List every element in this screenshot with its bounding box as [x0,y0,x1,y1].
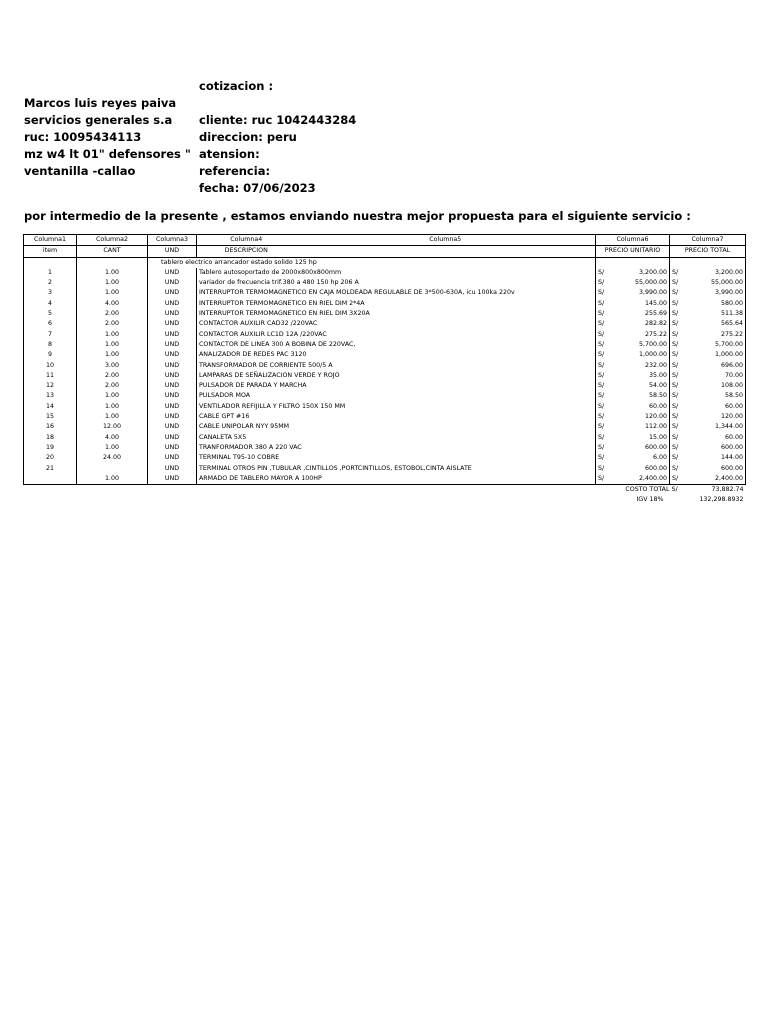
currency-symbol: S/ [672,402,679,410]
cant-cell: 1.00 [77,268,148,278]
cant-cell: 1.00 [77,278,148,288]
currency-symbol: S/ [672,361,679,369]
igv-value: 132,298.8932 [699,496,744,504]
intro-text: por intermedio de la presente , estamos enviando nuestra mejor propuesta para el siguiente servicio : [24,209,691,223]
company-line: mz w4 lt 01" defensores " [24,147,191,161]
item-cell: 7 [24,330,77,340]
currency-symbol: S/ [598,330,605,338]
table-row [24,464,746,474]
total-price-value: 580.00 [720,299,743,307]
currency-symbol: S/ [672,299,679,307]
item-cell: 19 [24,443,77,453]
total-price-cell [670,453,746,463]
cant-cell: 4.00 [77,299,148,309]
unit-price-cell [596,350,670,360]
costo-total-label: COSTO TOTAL [625,486,670,494]
currency-symbol: S/ [672,433,679,441]
description-cell: variador de frecuencia trif.380 a 480 150 hp 206 A [197,278,596,288]
table-row [24,319,746,329]
column-header: Columna2 [77,235,148,246]
total-price-value: 3,990.00 [714,289,743,297]
table-row [24,299,746,309]
description-cell: PULSADOR DE PARADA Y MARCHA [197,381,596,391]
und-cell: UND [148,278,197,288]
total-price-value: 3,200.00 [714,268,743,276]
company-line: ventanilla -callao [24,164,136,178]
und-cell: UND [148,381,197,391]
unit-price-value: 5,700.00 [638,340,667,348]
currency-symbol: S/ [598,382,605,390]
total-price-value: 1,000.00 [714,351,743,359]
table-row [24,422,746,432]
company-info [24,95,191,180]
currency-symbol: S/ [598,361,605,369]
blank-cell [77,495,148,505]
unit-price-cell [596,268,670,278]
total-price-value: 108.00 [720,382,743,390]
unit-price-cell [596,309,670,319]
currency-symbol: S/ [672,474,679,482]
unit-price-cell [596,464,670,474]
subheader-descripcion: DESCRIPCION [197,246,296,257]
blank-cell [148,485,197,496]
currency-symbol: S/ [598,268,605,276]
quote-line: fecha: 07/06/2023 [199,181,316,195]
currency-symbol: S/ [598,289,605,297]
und-cell: UND [148,433,197,443]
unit-price-value: 58.50 [648,392,667,400]
item-cell [24,474,77,485]
currency-symbol: S/ [598,392,605,400]
total-price-cell [670,340,746,350]
quotation-table [23,234,746,506]
quote-line: direccion: peru [199,130,297,144]
unit-price-cell [596,361,670,371]
currency-symbol: S/ [671,486,678,494]
currency-symbol: S/ [672,268,679,276]
cant-cell: 12.00 [77,422,148,432]
description-cell: PULSADOR MOA [197,391,596,401]
total-price-value: 2,400.00 [714,474,743,482]
description-cell: CONTACTOR DE LINEA 300 A BOBINA DE 220VAC, [197,340,596,350]
unit-price-value: 120.00 [644,413,667,421]
total-price-cell [670,319,746,329]
total-price-cell [670,402,746,412]
currency-symbol: S/ [672,351,679,359]
blank-cell [148,495,197,505]
description-cell: Tablero autosoportado de 2000x800x800mm [197,268,596,278]
table-row [24,340,746,350]
company-line: servicios generales s.a [24,113,173,127]
total-price-value: 55,000.00 [710,279,743,287]
description-cell: TRANFORMADOR 380 A 220 VAC [197,443,596,453]
cant-cell: 1.00 [77,288,148,298]
unit-price-cell [596,319,670,329]
unit-price-cell [596,422,670,432]
column-header: Columna1 [24,235,77,246]
und-cell: UND [148,402,197,412]
unit-price-cell [596,443,670,453]
currency-symbol: S/ [672,371,679,379]
unit-price-value: 145.00 [644,299,667,307]
quote-line: referencia: [199,164,271,178]
description-cell: TRANSFORMADOR DE CORRIENTE 500/5 A [197,361,596,371]
currency-symbol: S/ [672,330,679,338]
unit-price-value: 282.82 [644,320,667,328]
cant-cell: 1.00 [77,474,148,485]
cant-cell: 2.00 [77,371,148,381]
table-row [24,371,746,381]
cant-cell: 24.00 [77,453,148,463]
total-price-cell [670,433,746,443]
total-price-cell [670,464,746,474]
und-cell: UND [148,474,197,485]
description-cell: VENTILADOR REFIJILLA Y FILTRO 150X 150 MM [197,402,596,412]
cant-cell: 1.00 [77,350,148,360]
table-row [24,288,746,298]
total-price-value: 70.00 [724,371,743,379]
total-price-cell [670,361,746,371]
item-cell: 4 [24,299,77,309]
currency-symbol: S/ [598,340,605,348]
unit-price-value: 60.00 [648,402,667,410]
cant-cell: 3.00 [77,361,148,371]
table-row [24,361,746,371]
und-cell: UND [148,319,197,329]
unit-price-cell [596,371,670,381]
total-price-value: 144.00 [720,454,743,462]
unit-price-value: 275.22 [644,330,667,338]
item-cell: 5 [24,309,77,319]
unit-price-cell [596,340,670,350]
table-row [24,453,746,463]
und-cell: UND [148,340,197,350]
currency-symbol: S/ [598,310,605,318]
total-price-value: 696.00 [720,361,743,369]
subheader-blank [296,246,596,257]
item-cell: 1 [24,268,77,278]
item-cell: 13 [24,391,77,401]
item-cell: 9 [24,350,77,360]
company-line: Marcos luis reyes paiva [24,96,177,110]
quote-line: atension: [199,147,260,161]
unit-price-cell [596,299,670,309]
table-row [24,402,746,412]
cant-cell: 1.00 [77,402,148,412]
table-row [24,330,746,340]
item-cell: 14 [24,402,77,412]
total-price-cell [670,412,746,422]
und-cell: UND [148,309,197,319]
subheader-precio-unitario: PRECIO UNITARIO [596,246,670,257]
quote-line: cotizacion : [199,79,274,93]
cant-cell: 1.00 [77,412,148,422]
table-row [24,443,746,453]
currency-symbol: S/ [672,454,679,462]
currency-symbol: S/ [598,433,605,441]
description-cell: CONTACTOR AUXILIR LC1D 12A /220VAC [197,330,596,340]
total-price-value: 120.00 [720,413,743,421]
unit-price-cell [596,474,670,485]
unit-price-value: 1,000.00 [638,351,667,359]
description-cell: ANALIZADOR DE REDES PAC 3120 [197,350,596,360]
table-row [24,278,746,288]
description-cell: INTERRUPTOR TERMOMAGNETICO EN CAJA MOLDEADA REGULABLE DE 3*500-630A, icu 100ka 220v [197,288,596,298]
subheader-row [24,246,746,257]
table-row [24,309,746,319]
unit-price-cell [596,412,670,422]
table-row [24,433,746,443]
item-cell: 16 [24,422,77,432]
unit-price-value: 3,990.00 [638,289,667,297]
unit-price-cell [596,288,670,298]
unit-price-value: 112.00 [644,423,667,431]
currency-symbol: S/ [672,392,679,400]
unit-price-cell [596,391,670,401]
und-cell: UND [148,391,197,401]
und-cell: UND [148,453,197,463]
total-price-value: 60.00 [724,402,743,410]
igv-row [24,495,746,505]
und-cell: UND [148,299,197,309]
blank-cell [197,495,296,505]
item-cell: 6 [24,319,77,329]
cant-cell [77,464,148,474]
cant-cell: 1.00 [77,443,148,453]
total-price-cell [670,443,746,453]
blank-cell [24,495,77,505]
description-cell: TERMINAL T95-10 COBRE [197,453,596,463]
item-cell: 20 [24,453,77,463]
column-header-row [24,235,746,246]
costo-total-row [24,485,746,496]
currency-symbol: S/ [598,474,605,482]
total-price-value: 600.00 [720,443,743,451]
table-row [24,268,746,278]
unit-price-value: 600.00 [644,464,667,472]
subheader-precio-total: PRECIO TOTAL [670,246,746,257]
currency-symbol: S/ [598,413,605,421]
quote-header-info [199,78,356,197]
currency-symbol: S/ [672,320,679,328]
item-cell: 10 [24,361,77,371]
unit-price-value: 54.00 [648,382,667,390]
item-cell: 18 [24,433,77,443]
total-price-value: 275.22 [720,330,743,338]
cant-cell: 1.00 [77,340,148,350]
cant-cell: 2.00 [77,381,148,391]
description-cell: TERMINAL OTROS PIN ,TUBULAR ,CINTILLOS ,PORTCINTILLOS, ESTOBOL,CINTA AISLATE [197,464,596,474]
description-cell: ARMADO DE TABLERO MAYOR A 100HP [197,474,596,485]
column-header: Columna3 [148,235,197,246]
und-cell: UND [148,288,197,298]
column-header: Columna4 [197,235,296,246]
unit-price-cell [596,453,670,463]
subheader-cant: CANT [77,246,148,257]
table-row [24,474,746,485]
costo-total-value: 73,882.74 [711,486,744,494]
unit-price-cell [596,278,670,288]
currency-symbol: S/ [598,351,605,359]
currency-symbol: S/ [672,423,679,431]
unit-price-value: 600.00 [644,443,667,451]
total-price-cell [670,288,746,298]
und-cell: UND [148,361,197,371]
currency-symbol: S/ [672,289,679,297]
unit-price-cell [596,330,670,340]
currency-symbol: S/ [598,299,605,307]
quote-line: cliente: ruc 1042443284 [199,113,357,127]
section-title: tablero electrico arrancador estado solido 125 hp [148,257,596,268]
igv-label: IGV 18% [636,496,664,504]
blank-cell [77,485,148,496]
subheader-und: UND [148,246,197,257]
description-cell: CABLE UNIPOLAR NYY 95MM [197,422,596,432]
item-cell: 15 [24,412,77,422]
unit-price-cell [596,381,670,391]
item-cell: 11 [24,371,77,381]
cant-cell: 1.00 [77,391,148,401]
blank-cell [24,485,77,496]
total-price-cell [670,422,746,432]
total-price-cell [670,391,746,401]
cant-cell: 4.00 [77,433,148,443]
und-cell: UND [148,268,197,278]
description-cell: CANALETA 5X5 [197,433,596,443]
item-cell: 21 [24,464,77,474]
costo-total-value-cell [670,485,746,496]
column-header: Columna6 [596,235,670,246]
company-line: ruc: 10095434113 [24,130,142,144]
currency-symbol: S/ [598,320,605,328]
blank-cell [197,485,296,496]
currency-symbol: S/ [598,402,605,410]
total-price-cell [670,381,746,391]
total-price-value: 565.64 [720,320,743,328]
description-cell: LAMPARAS DE SEÑALIZACION VERDE Y ROJO [197,371,596,381]
currency-symbol: S/ [598,423,605,431]
und-cell: UND [148,350,197,360]
unit-price-value: 35.00 [648,371,667,379]
section-title-row [24,257,746,268]
total-price-cell [670,330,746,340]
table-row [24,412,746,422]
currency-symbol: S/ [598,371,605,379]
total-price-cell [670,268,746,278]
description-cell: CONTACTOR AUXILIR CAD32 /220VAC [197,319,596,329]
quote-line [199,95,356,112]
unit-price-value: 6.00 [652,454,667,462]
description-cell: CABLE GPT #16 [197,412,596,422]
currency-symbol: S/ [672,464,679,472]
und-cell: UND [148,371,197,381]
total-price-value: 60.00 [724,433,743,441]
currency-symbol: S/ [598,443,605,451]
currency-symbol: S/ [598,464,605,472]
table-row [24,381,746,391]
description-cell: INTERRUPTOR TERMOMAGNETICO EN RIEL DIM 3X20A [197,309,596,319]
item-cell: 2 [24,278,77,288]
currency-symbol: S/ [672,310,679,318]
und-cell: UND [148,412,197,422]
currency-symbol: S/ [672,413,679,421]
total-price-value: 511.38 [720,310,743,318]
unit-price-cell [596,433,670,443]
und-cell: UND [148,464,197,474]
total-price-cell [670,474,746,485]
column-header: Columna5 [296,235,596,246]
column-header: Columna7 [670,235,746,246]
unit-price-value: 2,400.00 [638,474,667,482]
cant-cell: 2.00 [77,309,148,319]
item-cell: 3 [24,288,77,298]
total-price-cell [670,350,746,360]
description-cell: INTERRUPTOR TERMOMAGNETICO EN RIEL DIM 2*4A [197,299,596,309]
total-price-value: 5,700.00 [714,340,743,348]
currency-symbol: S/ [672,279,679,287]
item-cell: 8 [24,340,77,350]
currency-symbol: S/ [672,382,679,390]
total-price-value: 600.00 [720,464,743,472]
unit-price-value: 255.69 [644,310,667,318]
und-cell: UND [148,330,197,340]
total-price-cell [670,309,746,319]
currency-symbol: S/ [598,279,605,287]
currency-symbol: S/ [672,340,679,348]
und-cell: UND [148,422,197,432]
unit-price-value: 3,200.00 [638,268,667,276]
unit-price-value: 55,000.00 [634,279,667,287]
cant-cell: 2.00 [77,319,148,329]
currency-symbol: S/ [598,454,605,462]
total-price-value: 1,344.00 [714,423,743,431]
unit-price-value: 232.00 [644,361,667,369]
table-row [24,391,746,401]
subheader-item: item [24,246,77,257]
currency-symbol: S/ [672,443,679,451]
total-price-cell [670,278,746,288]
cant-cell: 1.00 [77,330,148,340]
total-price-value: 58.50 [724,392,743,400]
table-row [24,350,746,360]
total-price-cell [670,371,746,381]
unit-price-value: 15.00 [648,433,667,441]
und-cell: UND [148,443,197,453]
item-cell: 12 [24,381,77,391]
unit-price-cell [596,402,670,412]
total-price-cell [670,299,746,309]
